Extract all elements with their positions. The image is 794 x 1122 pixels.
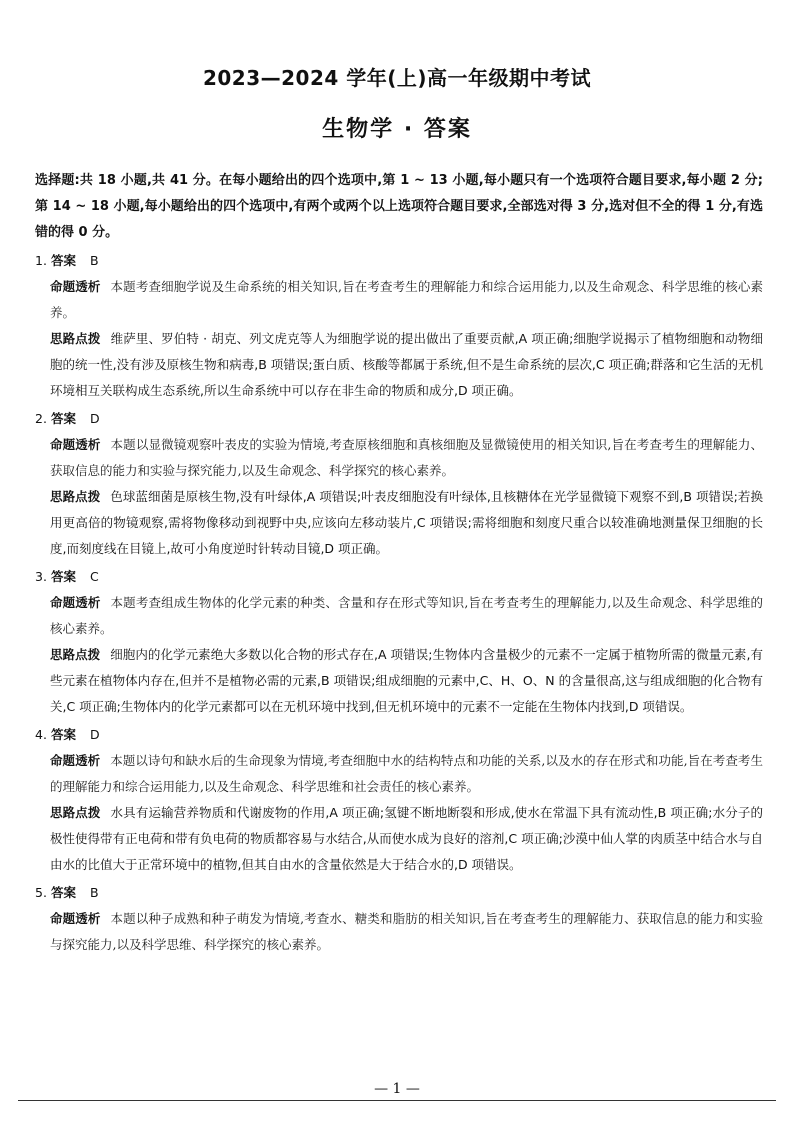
- hint-block: [50, 642, 763, 720]
- analysis-text: 本题以显微镜观察叶表皮的实验为情境,考查原核细胞和真核细胞及显微镜使用的相关知识,旨在考查考生的理解能力、获取信息的能力和实验与探究能力,以及生命观念、科学探究的核心素养。: [50, 437, 763, 478]
- hint-text: 维萨里、罗伯特 · 胡克、列文虎克等人为细胞学说的提出做出了重要贡献,A 项正确;细胞学说揭示了植物细胞和动物细胞的统一性,没有涉及原核生物和病毒,B 项错误;蛋白质、核酸等都属于系统,但不是生命系统的层次,C 项正确;群落和它生活的无机环境相互关联构成生态系统,所以生命系统中可以存在非生命的物质和成分,D 项正确。: [50, 331, 763, 398]
- instructions: 选择题:共 18 小题,共 41 分。在每小题给出的四个选项中,第 1 ~ 13 小题,每小题只有一个选项符合题目要求,每小题 2 分;第 14 ~ 18 小题,每小题给出的四个选项中,有两个或两个以上选项符合题目要求,全部选对得 3 分,选对但不全的得 1 分,有选错的得 0 分。: [35, 173, 763, 240]
- answer-value: D: [89, 411, 100, 426]
- exam-title: 2023—2024 学年(上)高一年级期中考试: [202, 66, 592, 90]
- question-number: 5.: [35, 885, 47, 900]
- question-3: [35, 564, 763, 720]
- answer-content: [35, 168, 763, 958]
- answer-label: 答案: [50, 253, 76, 268]
- analysis-label: 命题透析: [50, 437, 101, 452]
- answer-label: 答案: [50, 727, 76, 742]
- answer-label: 答案: [50, 569, 76, 584]
- question-number: 3.: [35, 569, 47, 584]
- analysis-block: [50, 906, 763, 958]
- question-1: [35, 248, 763, 404]
- subject-title: 生物学 · 答案: [322, 117, 472, 142]
- question-4: [35, 722, 763, 878]
- answer-value: B: [89, 885, 99, 900]
- question-5: [35, 880, 763, 958]
- answer-label: 答案: [50, 885, 76, 900]
- hint-block: [50, 800, 763, 878]
- answer-value: D: [89, 727, 100, 742]
- question-number: 4.: [35, 727, 47, 742]
- hint-label: 思路点拨: [50, 647, 101, 662]
- hint-block: [50, 484, 763, 562]
- analysis-text: 本题考查组成生物体的化学元素的种类、含量和存在形式等知识,旨在考查考生的理解能力,以及生命观念、科学思维的核心素养。: [50, 595, 763, 636]
- question-number: 1.: [35, 253, 47, 268]
- analysis-label: 命题透析: [50, 753, 101, 768]
- hint-block: [50, 326, 763, 404]
- analysis-block: [50, 748, 763, 800]
- question-number: 2.: [35, 411, 47, 426]
- answer-line: [35, 880, 763, 906]
- analysis-block: [50, 274, 763, 326]
- answer-value: B: [89, 253, 99, 268]
- analysis-label: 命题透析: [50, 279, 101, 294]
- hint-text: 水具有运输营养物质和代谢废物的作用,A 项正确;氢键不断地断裂和形成,使水在常温下具有流动性,B 项正确;水分子的极性使得带有正电荷和带有负电荷的物质都容易与水结合,从而使水成为良好的溶剂,C 项正确;沙漠中仙人掌的肉质茎中结合水与自由水的比值大于正常环境中的植物,但其自由水的含量依然是大于结合水的,D 项错误。: [50, 805, 763, 872]
- footer-divider: [18, 1100, 776, 1101]
- answer-value: C: [89, 569, 99, 584]
- analysis-text: 本题考查细胞学说及生命系统的相关知识,旨在考查考生的理解能力和综合运用能力,以及生命观念、科学思维的核心素养。: [50, 279, 763, 320]
- answer-line: [35, 248, 763, 274]
- hint-label: 思路点拨: [50, 489, 101, 504]
- answer-label: 答案: [50, 411, 76, 426]
- analysis-block: [50, 590, 763, 642]
- hint-text: 细胞内的化学元素绝大多数以化合物的形式存在,A 项错误;生物体内含量极少的元素不一定属于植物所需的微量元素,有些元素在植物体内存在,但并不是植物必需的元素,B 项错误;组成细胞的元素中,C、H、O、N 的含量很高,这与组成细胞的化合物有关,C 项正确;生物体内的化学元素都可以在无机环境中找到,但无机环境中的元素不一定能在生物体内找到,D 项错误。: [50, 647, 763, 714]
- hint-text: 色球蓝细菌是原核生物,没有叶绿体,A 项错误;叶表皮细胞没有叶绿体,且核糖体在光学显微镜下观察不到,B 项错误;若换用更高倍的物镜观察,需将物像移动到视野中央,应该向左移动装片,C 项错误;需将细胞和刻度尺重合以较准确地测量保卫细胞的长度,而刻度线在目镜上,故可小角度逆时针转动目镜,D 项正确。: [50, 489, 763, 556]
- analysis-label: 命题透析: [50, 595, 101, 610]
- analysis-block: [50, 432, 763, 484]
- answer-line: [35, 722, 763, 748]
- answer-line: [35, 564, 763, 590]
- hint-label: 思路点拨: [50, 331, 101, 346]
- page-number: — 1 —: [374, 1081, 420, 1097]
- analysis-text: 本题以种子成熟和种子萌发为情境,考查水、糖类和脂肪的相关知识,旨在考查考生的理解能力、获取信息的能力和实验与探究能力,以及科学思维、科学探究的核心素养。: [50, 911, 763, 952]
- analysis-label: 命题透析: [50, 911, 101, 926]
- analysis-text: 本题以诗句和缺水后的生命现象为情境,考查细胞中水的结构特点和功能的关系,以及水的存在形式和功能,旨在考查考生的理解能力和综合运用能力,以及生命观念、科学思维和社会责任的核心素养。: [50, 753, 763, 794]
- question-2: [35, 406, 763, 562]
- hint-label: 思路点拨: [50, 805, 101, 820]
- answer-line: [35, 406, 763, 432]
